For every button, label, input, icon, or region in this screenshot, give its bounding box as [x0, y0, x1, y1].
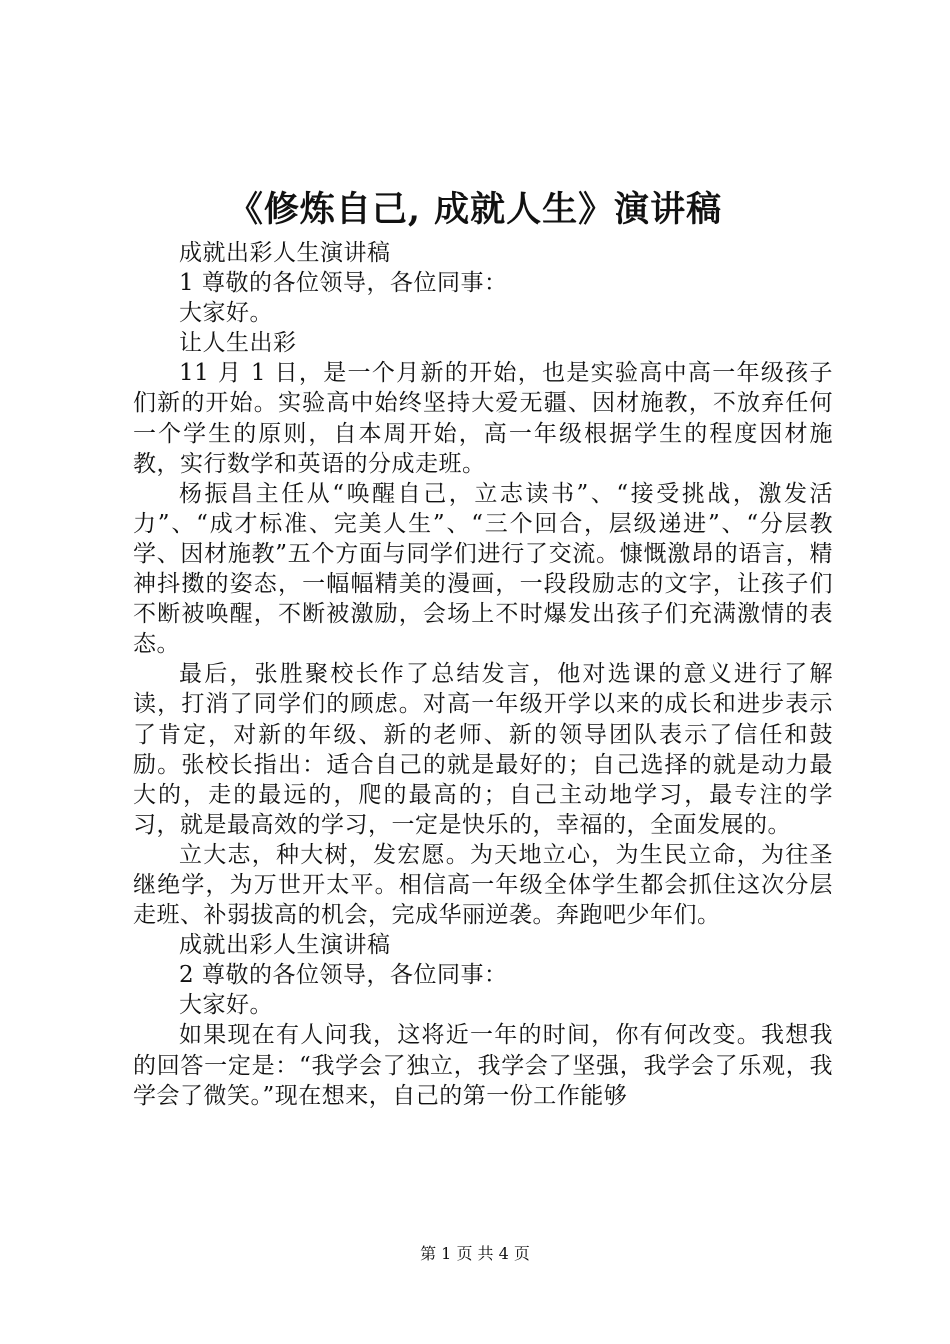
paragraph: 杨振昌主任从“唤醒自己，立志读书”、“接受挑战，激发活力”、“成才标准、完美人生”、“三个回合，层级递进”、“分层教学、因材施教”五个方面与同学们进行了交流。慷慨激昂的语言，精神抖擞的姿态，一幅幅精美的漫画，一段段励志的文字，让孩子们不断被唤醒，不断被激励，会场上不时爆发出孩子们充满激情的表态。 [133, 480, 833, 658]
paragraph: 成就出彩人生演讲稿 [179, 932, 391, 959]
paragraph: 最后，张胜聚校长作了总结发言，他对选课的意义进行了解读，打消了同学们的顾虑。对高一年级开学以来的成长和进步表示了肯定，对新的年级、新的老师、新的领导团队表示了信任和鼓励。张校长指出：适合自己的就是最好的；自己选择的就是动力最大的，走的最远的，爬的最高的；自己主动地学习，最专注的学习，就是最高效的学习，一定是快乐的，幸福的，全面发展的。 [133, 661, 833, 838]
document-title: 《修炼自己, 成就人生》演讲稿 [227, 189, 723, 230]
paragraph: 让人生出彩 [179, 330, 297, 357]
paragraph: 大家好。 [179, 300, 273, 327]
paragraph: 11 月 1 日，是一个月新的开始，也是实验高中高一年级孩子们新的开始。实验高中始终坚持大爱无疆、因材施教，不放弃任何一个学生的原则，自本周开始，高一年级根据学生的程度因材施教，实行数学和英语的分成走班。 [133, 360, 833, 477]
paragraph: 如果现在有人问我，这将近一年的时间，你有何改变。我想我的回答一定是：“我学会了独立，我学会了坚强，我学会了乐观，我学会了微笑。”现在想来，自己的第一份工作能够 [133, 1022, 833, 1109]
paragraph: 2 尊敬的各位领导，各位同事： [179, 962, 508, 989]
document-body [133, 238, 833, 1111]
paragraph: 成就出彩人生演讲稿 [179, 240, 391, 266]
paragraph: 大家好。 [179, 992, 273, 1019]
paragraph: 立大志，种大树，发宏愿。为天地立心，为生民立命，为往圣继绝学，为万世开太平。相信高一年级全体学生都会抓住这次分层走班、补弱拔高的机会，完成华丽逆袭。奔跑吧少年们。 [133, 841, 833, 929]
paragraph: 1 尊敬的各位领导，各位同事： [179, 270, 508, 297]
page-footer: 第 1 页 共 4 页 [420, 1244, 530, 1263]
